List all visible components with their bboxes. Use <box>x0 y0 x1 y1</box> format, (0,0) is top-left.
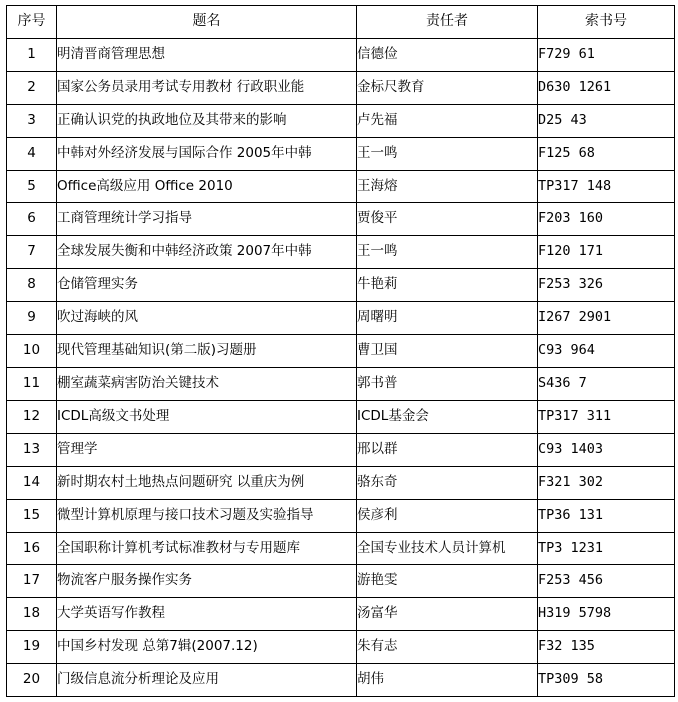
row-number: 14 <box>7 466 57 499</box>
call-number: F253 326 <box>538 269 675 302</box>
book-title: 大学英语写作教程 <box>57 598 357 631</box>
book-author: 王一鸣 <box>357 236 538 269</box>
book-title: 工商管理统计学习指导 <box>57 203 357 236</box>
table-row <box>7 400 675 433</box>
table-row <box>7 499 675 532</box>
table-row <box>7 302 675 335</box>
row-number: 10 <box>7 335 57 368</box>
call-number: H319 5798 <box>538 598 675 631</box>
book-author: 信德俭 <box>357 38 538 71</box>
call-number: TP309 58 <box>538 664 675 697</box>
call-number: TP3 1231 <box>538 532 675 565</box>
book-author: 汤富华 <box>357 598 538 631</box>
book-title: 管理学 <box>57 433 357 466</box>
book-title: Office高级应用 Office 2010 <box>57 170 357 203</box>
table-row <box>7 335 675 368</box>
row-number: 16 <box>7 532 57 565</box>
book-title: 国家公务员录用考试专用教材 行政职业能 <box>57 71 357 104</box>
book-author: 侯彦利 <box>357 499 538 532</box>
book-title: 仓储管理实务 <box>57 269 357 302</box>
book-author: 周曙明 <box>357 302 538 335</box>
row-number: 3 <box>7 104 57 137</box>
book-catalog-table <box>6 5 675 697</box>
row-number: 8 <box>7 269 57 302</box>
header-row <box>7 6 675 39</box>
book-author: 牛艳莉 <box>357 269 538 302</box>
row-number: 20 <box>7 664 57 697</box>
table-row <box>7 203 675 236</box>
table-row <box>7 137 675 170</box>
row-number: 4 <box>7 137 57 170</box>
call-number: I267 2901 <box>538 302 675 335</box>
row-number: 19 <box>7 631 57 664</box>
header-call-number: 索书号 <box>538 6 675 39</box>
book-title: 中国乡村发现 总第7辑(2007.12) <box>57 631 357 664</box>
call-number: TP317 311 <box>538 400 675 433</box>
book-author: 王海熔 <box>357 170 538 203</box>
book-author: 金标尺教育 <box>357 71 538 104</box>
book-title: 明清晋商管理思想 <box>57 38 357 71</box>
book-title: ICDL高级文书处理 <box>57 400 357 433</box>
book-title: 吹过海峡的风 <box>57 302 357 335</box>
book-title: 中韩对外经济发展与国际合作 2005年中韩 <box>57 137 357 170</box>
row-number: 12 <box>7 400 57 433</box>
row-number: 5 <box>7 170 57 203</box>
table-row <box>7 664 675 697</box>
call-number: D630 1261 <box>538 71 675 104</box>
book-author: 卢先福 <box>357 104 538 137</box>
call-number: S436 7 <box>538 367 675 400</box>
call-number: TP36 131 <box>538 499 675 532</box>
call-number: F729 61 <box>538 38 675 71</box>
call-number: C93 964 <box>538 335 675 368</box>
book-title: 棚室蔬菜病害防治关键技术 <box>57 367 357 400</box>
table-row <box>7 269 675 302</box>
table-body <box>7 38 675 696</box>
table-row <box>7 170 675 203</box>
book-author: 郭书普 <box>357 367 538 400</box>
header-author: 责任者 <box>357 6 538 39</box>
table-row <box>7 433 675 466</box>
call-number: F125 68 <box>538 137 675 170</box>
table-row <box>7 532 675 565</box>
book-author: 王一鸣 <box>357 137 538 170</box>
book-title: 现代管理基础知识(第二版)习题册 <box>57 335 357 368</box>
call-number: F32 135 <box>538 631 675 664</box>
book-author: 胡伟 <box>357 664 538 697</box>
call-number: D25 43 <box>538 104 675 137</box>
table-row <box>7 598 675 631</box>
book-author: 游艳雯 <box>357 565 538 598</box>
row-number: 13 <box>7 433 57 466</box>
table-row <box>7 236 675 269</box>
row-number: 17 <box>7 565 57 598</box>
table-row <box>7 38 675 71</box>
row-number: 11 <box>7 367 57 400</box>
row-number: 6 <box>7 203 57 236</box>
book-author: 邢以群 <box>357 433 538 466</box>
row-number: 9 <box>7 302 57 335</box>
book-author: 全国专业技术人员计算机 <box>357 532 538 565</box>
book-author: 曹卫国 <box>357 335 538 368</box>
call-number: C93 1403 <box>538 433 675 466</box>
table-row <box>7 104 675 137</box>
call-number: F321 302 <box>538 466 675 499</box>
book-title: 全国职称计算机考试标准教材与专用题库 <box>57 532 357 565</box>
header-no: 序号 <box>7 6 57 39</box>
book-author: 朱有志 <box>357 631 538 664</box>
row-number: 1 <box>7 38 57 71</box>
table-row <box>7 565 675 598</box>
book-author: 贾俊平 <box>357 203 538 236</box>
book-author: 骆东奇 <box>357 466 538 499</box>
table-row <box>7 367 675 400</box>
call-number: F120 171 <box>538 236 675 269</box>
book-title: 门级信息流分析理论及应用 <box>57 664 357 697</box>
book-author: ICDL基金会 <box>357 400 538 433</box>
table-row <box>7 71 675 104</box>
book-title: 物流客户服务操作实务 <box>57 565 357 598</box>
header-title: 题名 <box>57 6 357 39</box>
call-number: TP317 148 <box>538 170 675 203</box>
book-title: 新时期农村土地热点问题研究 以重庆为例 <box>57 466 357 499</box>
row-number: 2 <box>7 71 57 104</box>
row-number: 7 <box>7 236 57 269</box>
book-title: 正确认识党的执政地位及其带来的影响 <box>57 104 357 137</box>
call-number: F203 160 <box>538 203 675 236</box>
table-row <box>7 631 675 664</box>
row-number: 15 <box>7 499 57 532</box>
call-number: F253 456 <box>538 565 675 598</box>
table-row <box>7 466 675 499</box>
book-title: 全球发展失衡和中韩经济政策 2007年中韩 <box>57 236 357 269</box>
book-title: 微型计算机原理与接口技术习题及实验指导 <box>57 499 357 532</box>
row-number: 18 <box>7 598 57 631</box>
